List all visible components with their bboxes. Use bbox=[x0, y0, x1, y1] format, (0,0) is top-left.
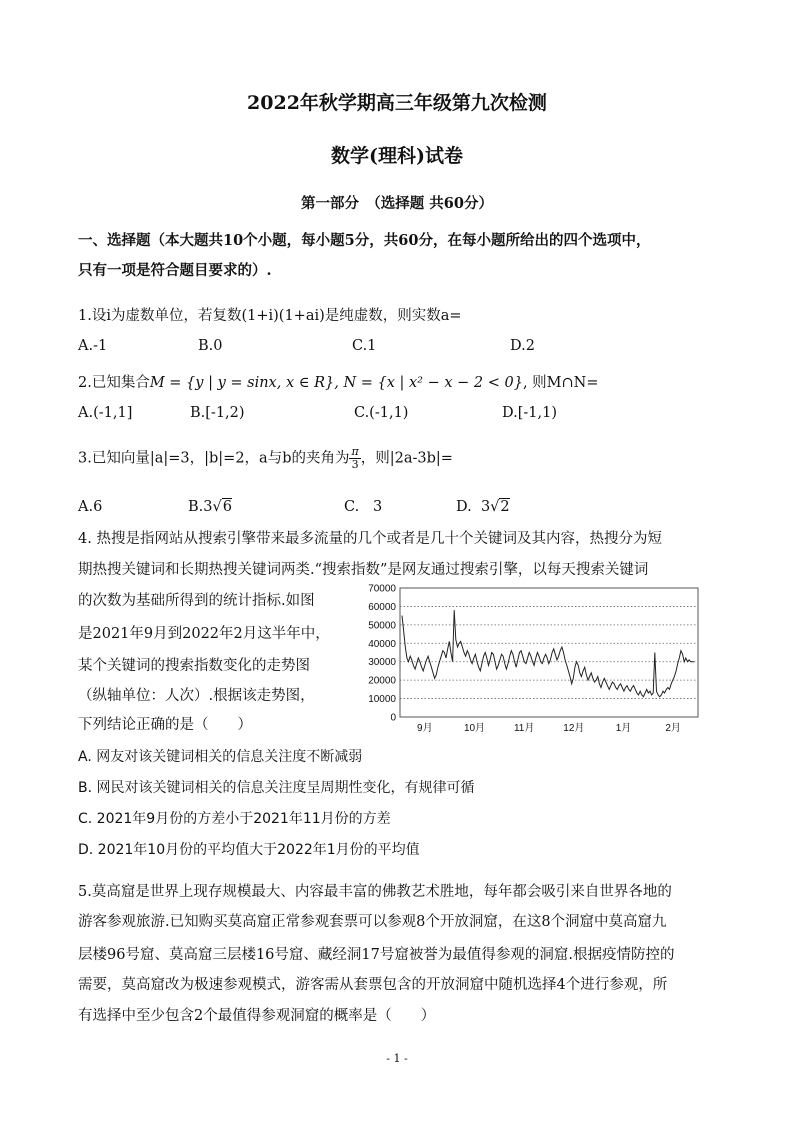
x-tick-label: 2月 bbox=[665, 723, 681, 734]
search-index-chart bbox=[362, 583, 706, 738]
part-heading: 第一部分 （选择题 共60分） bbox=[301, 195, 493, 212]
q4-option-b: B. 网民对该关键词相关的信息关注度呈周期性变化，有规律可循 bbox=[78, 780, 475, 796]
x-tick-label: 9月 bbox=[417, 723, 433, 734]
q2-stem-post: , 则M∩N= bbox=[522, 375, 599, 391]
q3-option-d-coef: 3 bbox=[480, 499, 491, 515]
q4-line1: 4. 热搜是指网站从搜索引擎带来最多流量的几个或者是几十个关键词及其内容，热搜分为短 bbox=[78, 531, 662, 547]
q2-option-d: D.[-1,1) bbox=[502, 405, 557, 421]
exam-subtitle: 数学(理科)试卷 bbox=[331, 145, 463, 167]
q1-option-a: A.-1 bbox=[78, 338, 108, 354]
chart-x-ticks bbox=[417, 722, 681, 734]
q5-line3: 层楼96号窟、莫高窟三层楼16号窟、藏经洞17号窟被誉为最值得参观的洞窟.根据疫情防控的 bbox=[78, 947, 675, 963]
q3-option-b: B.3√6 bbox=[188, 499, 232, 515]
pi-over-3-fraction bbox=[349, 446, 360, 471]
y-tick-label: 20000 bbox=[368, 675, 396, 687]
q4-option-c: C. 2021年9月份的方差小于2021年11月份的方差 bbox=[78, 811, 391, 827]
q5-line4: 需要，莫高窟改为极速参观模式，游客需从套票包含的开放洞窟中随机选择4个进行参观，所 bbox=[78, 977, 668, 993]
fraction-denominator: 3 bbox=[351, 458, 359, 471]
series-line-search-index bbox=[402, 610, 694, 697]
y-tick-label: 70000 bbox=[368, 583, 396, 595]
q3-option-d: D. 3√2 bbox=[456, 499, 510, 515]
q4-line7: 下列结论正确的是（ ） bbox=[78, 717, 252, 733]
q3-option-b-radicand: 6 bbox=[222, 499, 232, 515]
q4-line6: （纵轴单位：人次）.根据该走势图， bbox=[78, 688, 315, 704]
section-heading-line1: 一、选择题（本大题共10个小题，每小题5分，共60分，在每小题所给出的四个选项中， bbox=[78, 232, 651, 249]
y-tick-label: 40000 bbox=[368, 638, 396, 650]
y-tick-label: 0 bbox=[390, 712, 396, 724]
y-tick-label: 30000 bbox=[368, 657, 396, 669]
q1-option-d: D.2 bbox=[510, 338, 535, 354]
page-number: - 1 - bbox=[386, 1052, 408, 1065]
x-tick-label: 1月 bbox=[615, 723, 632, 734]
q4-line5: 某个关键词的搜索指数变化的走势图 bbox=[78, 658, 310, 674]
q5-line2: 游客参观旅游.已知购买莫高窟正常参观套票可以参观8个开放洞窟，在这8个洞窟中莫高窟九 bbox=[78, 914, 667, 930]
y-tick-label: 60000 bbox=[368, 601, 396, 613]
q4-option-d: D. 2021年10月份的平均值大于2022年1月份的平均值 bbox=[78, 842, 420, 858]
q5-line5: 有选择中至少包含2个最值得参观洞窟的概率是（ ） bbox=[78, 1008, 436, 1024]
q2-stem bbox=[78, 371, 599, 392]
x-tick-label: 12月 bbox=[563, 723, 585, 734]
q4-line3: 的次数为基础所得到的统计指标.如图 bbox=[78, 593, 315, 609]
q3-option-c-value: 3 bbox=[373, 499, 383, 515]
q4-line2: 期热搜关键词和长期热搜关键词两类.“搜索指数”是网友通过搜索引擎，以每天搜索关键词 bbox=[78, 562, 649, 578]
section-heading-line2: 只有一项是符合题目要求的）. bbox=[78, 262, 272, 279]
q1-stem: 1.设i为虚数单位，若复数(1+i)(1+ai)是纯虚数，则实数a= bbox=[78, 308, 462, 324]
q3-option-c-label: C. bbox=[344, 499, 360, 515]
q3-option-b-label: B.3 bbox=[188, 499, 213, 515]
q3-stem-post: ，则|2a-3b|= bbox=[360, 450, 453, 467]
x-tick-label: 10月 bbox=[463, 723, 486, 734]
chart-y-ticks bbox=[368, 584, 396, 724]
q3-option-d-radicand: 2 bbox=[500, 499, 510, 515]
q1-option-b: B.0 bbox=[198, 338, 223, 354]
x-tick-label: 11月 bbox=[513, 723, 535, 734]
fraction-numerator: π bbox=[351, 445, 359, 458]
q2-option-a: A.(-1,1] bbox=[78, 405, 133, 421]
q3-stem bbox=[78, 446, 453, 471]
q3-option-c bbox=[344, 499, 382, 515]
q2-option-b: B.[-1,2) bbox=[190, 405, 245, 421]
q3-option-a: A.6 bbox=[78, 499, 103, 515]
q2-set-math: M = {y | y = sinx, x ∈ R}, N = {x | x² − x − 2 < 0} bbox=[149, 375, 523, 391]
exam-title: 2022年秋学期高三年级第九次检测 bbox=[247, 92, 547, 114]
q2-stem-pre: 2.已知集合 bbox=[78, 375, 150, 391]
q3-option-d-label: D. bbox=[456, 499, 472, 515]
y-tick-label: 50000 bbox=[368, 620, 396, 632]
y-tick-label: 10000 bbox=[368, 694, 396, 706]
q1-option-c: C.1 bbox=[352, 338, 377, 354]
q4-option-a: A. 网友对该关键词相关的信息关注度不断减弱 bbox=[78, 749, 363, 765]
q3-stem-pre: 3.已知向量|a|=3，|b|=2，a与b的夹角为 bbox=[78, 450, 350, 467]
q2-option-c: C.(-1,1) bbox=[354, 405, 409, 421]
q4-line4: 是2021年9月到2022年2月这半年中， bbox=[78, 626, 330, 642]
q5-line1: 5.莫高窟是世界上现存规模最大、内容最丰富的佛教艺术胜地，每年都会吸引来自世界各地的 bbox=[78, 884, 672, 900]
